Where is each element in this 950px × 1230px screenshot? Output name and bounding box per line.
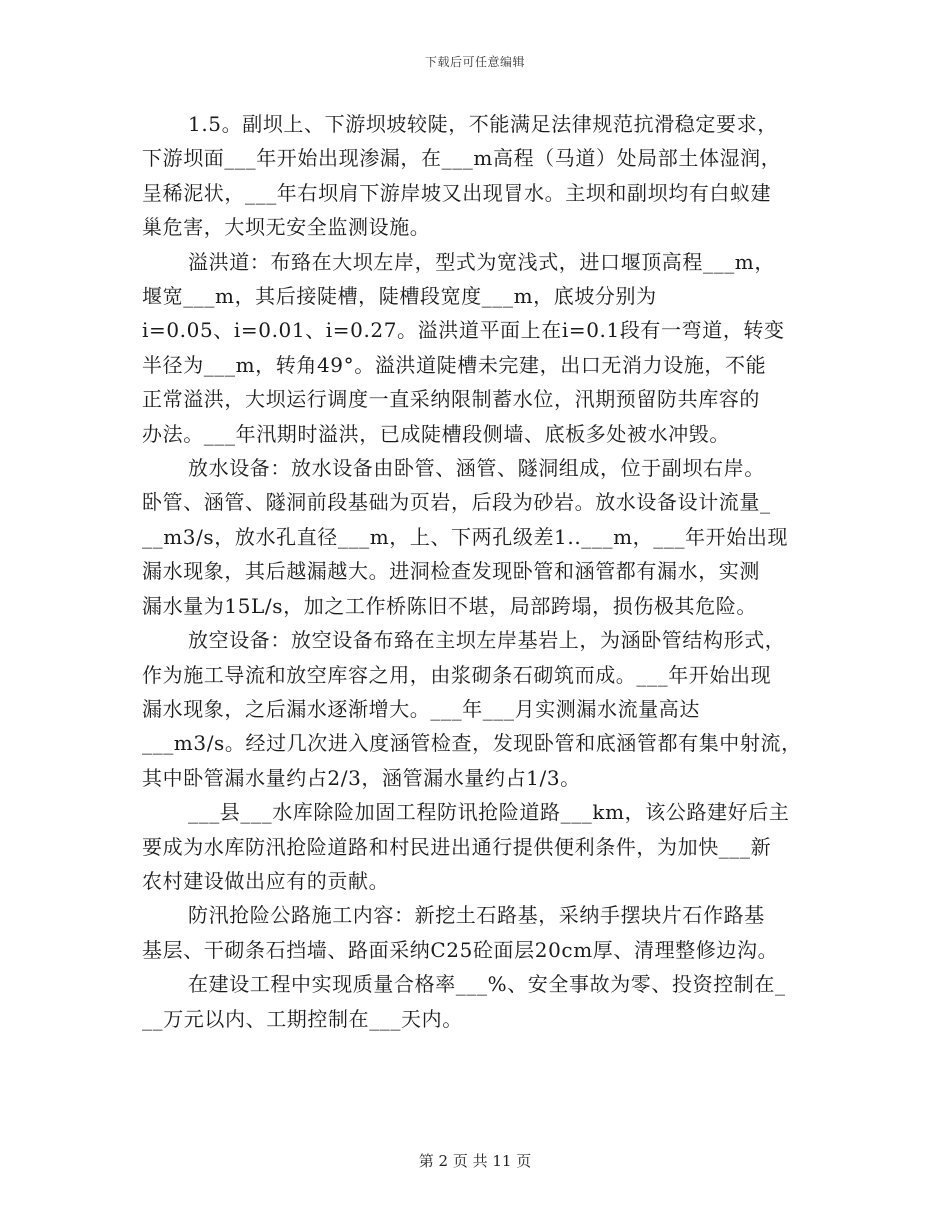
text-line: 漏水量为15L/s，加之工作桥陈旧不堪，局部跨塌，损伤极其危险。 bbox=[142, 593, 757, 618]
text-line: 要成为水库防汛抢险道路和村民进出通行提供便利条件，为加快___新 bbox=[142, 834, 772, 859]
text-line: 基层、干砌条石挡墙、路面采纳C25砼面层20cm厚、清理整修边沟。 bbox=[142, 937, 779, 962]
text-line: 其中卧管漏水量约占2/3，涵管漏水量约占1/3。 bbox=[142, 765, 581, 790]
text-line: 漏水现象，其后越漏越大。进洞检查发现卧管和涵管都有漏水，实测 bbox=[142, 559, 760, 584]
text-line: 呈稀泥状，___年右坝肩下游岸坡又出现冒水。主坝和副坝均有白蚁建 bbox=[142, 180, 772, 205]
text-line: 在建设工程中实现质量合格率___%、安全事故为零、投资控制在_ bbox=[188, 972, 786, 997]
page-header: 下载后可任意编辑 bbox=[424, 55, 525, 69]
document-body bbox=[142, 107, 810, 1036]
text-line: ___县___水库除险加固工程防讯抢险道路___km，该公路建好后主 bbox=[188, 800, 790, 825]
text-line: 办法。___年汛期时溢洪，已成陡槽段侧墙、底板多处被水冲毁。 bbox=[142, 421, 730, 446]
page-number: 第 2 页 共 11 页 bbox=[418, 1152, 532, 1170]
text-line: 漏水现象，之后漏水逐渐增大。___年___月实测漏水流量高达 bbox=[142, 696, 700, 721]
text-line: __万元以内、工期控制在___天内。 bbox=[142, 1006, 463, 1031]
text-line: ___m3/s。经过几次进入度涵管检查，发现卧管和底涵管都有集中射流， bbox=[142, 731, 802, 756]
text-line: __m3/s，放水孔直径___m，上、下两孔级差1..___m，___年开始出现 bbox=[142, 524, 789, 549]
text-line: 堰宽___m，其后接陡槽，陡槽段宽度___m，底坡分别为 bbox=[142, 284, 657, 309]
text-line: 作为施工导流和放空库容之用，由浆砌条石砌筑而成。___年开始出现 bbox=[142, 662, 772, 687]
text-line: 下游坝面___年开始出现渗漏，在___m高程（马道）处局部土体湿润， bbox=[142, 146, 782, 171]
text-line: i=0.05、i=0.01、i=0.27。溢洪道平面上在i=0.1段有一弯道，转变 bbox=[142, 318, 785, 343]
text-line: 农村建设做出应有的贡献。 bbox=[142, 868, 390, 893]
text-line: 1.5。副坝上、下游坝坡较陡，不能满足法律规范抗滑稳定要求， bbox=[188, 112, 778, 136]
text-line: 正常溢洪，大坝运行调度一直采纳限制蓄水位，汛期预留防共库容的 bbox=[142, 387, 760, 412]
text-line: 卧管、涵管、隧洞前段基础为页岩，后段为砂岩。放水设备设计流量_ bbox=[142, 490, 771, 515]
text-line: 放空设备：放空设备布臵在主坝左岸基岩上，为涵卧管结构形式， bbox=[188, 628, 786, 653]
text-line: 巢危害，大坝无安全监测设施。 bbox=[142, 215, 431, 240]
text-line: 防汛抢险公路施工内容：新挖土石路基，采纳手摆块片石作路基 bbox=[188, 903, 765, 928]
text-line: 放水设备：放水设备由卧管、涵管、隧洞组成，位于副坝右岸。 bbox=[188, 456, 765, 481]
text-line: 半径为___m，转角49°。溢洪道陡槽未完建，出口无消力设施，不能 bbox=[142, 352, 767, 377]
text-line: 溢洪道：布臵在大坝左岸，型式为宽浅式，进口堰顶高程___m， bbox=[188, 249, 775, 274]
